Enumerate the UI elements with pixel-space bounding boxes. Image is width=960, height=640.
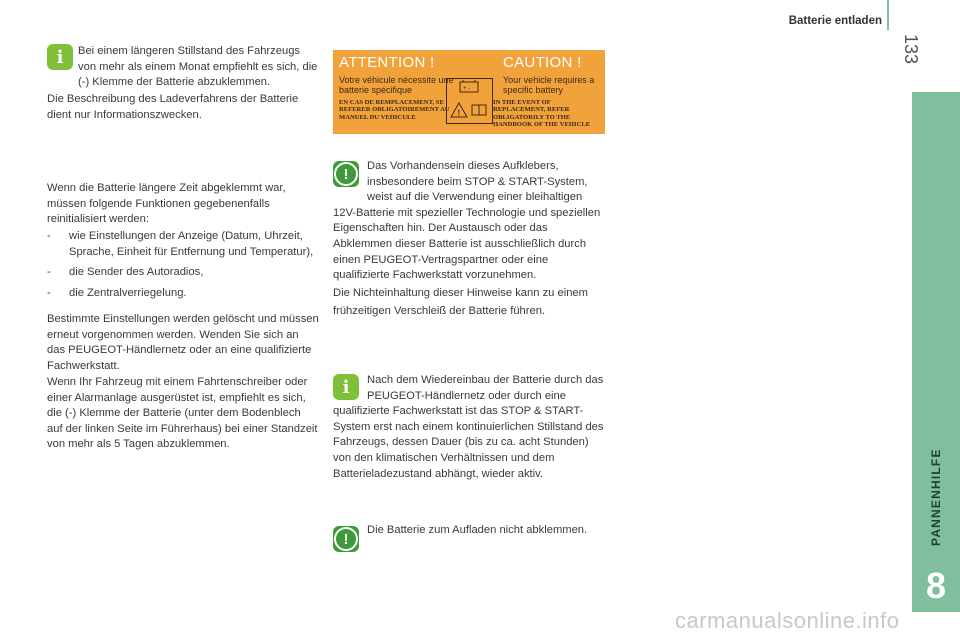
sticker-subtitle-en: Your vehicle requires a specific battery — [503, 75, 595, 95]
info-icon: i — [333, 374, 359, 400]
section-title: Batterie entladen — [788, 15, 882, 27]
chapter-tab — [912, 92, 960, 560]
reinstall-info-text — [333, 373, 605, 482]
chapter-tab-label: PANNENHILFE — [929, 448, 943, 546]
sticker-symbol-box — [446, 78, 493, 124]
warning-icon: ! — [333, 526, 359, 552]
sticker-title-en: CAUTION ! — [503, 54, 582, 71]
reinstall-info-body: Nach dem Wiedereinbau der Batterie durch das PEUGEOT-Händlernetz oder durch eine qualifizierte Fachwerkstatt ist das STOP & START-System erst nach einem kontinuierlichen Stillstand des Fahrzeugs, dessen Dauer (bis zu ca. acht Stunden) von den klimatischen Verhältnissen und dem Batterieladezustand abhängt, wieder aktiv. — [333, 374, 604, 480]
chapter-number-box — [912, 560, 960, 612]
header-divider — [887, 0, 889, 30]
watermark: carmanualsonline.info — [675, 608, 900, 633]
sticker-warning-text — [333, 159, 605, 284]
battery-warning-icon — [447, 79, 492, 123]
no-disconnect-warning: Die Batterie zum Aufladen nicht abklemmen. — [367, 524, 588, 536]
list-item: - die Sender des Autoradios, — [47, 265, 319, 281]
info-icon: i — [47, 44, 73, 70]
warning-icon: ! — [333, 161, 359, 187]
svg-text:!: ! — [457, 108, 461, 118]
chapter-number: 8 — [925, 565, 947, 606]
reinit-list — [47, 229, 319, 306]
sticker-warning-body: Das Vorhandensein dieses Aufklebers, insbesondere beim STOP & START-System, weist auf die Verwendung einer bleihaltigen 12V-Batterie mit spezieller Technologie und speziellen Eigenschaften hin. Der Austausch oder das Abklemmen dieser Batterie ist ausschließlich durch einen PEUGEOT-Vertragspartner oder eine qualifizierte Fachwerkstatt vorzunehmen. — [333, 160, 601, 282]
page-number: 133 — [901, 34, 921, 65]
sticker-subtitle-fr: Votre véhicule nécessite une batterie spécifique — [339, 75, 454, 95]
info-note: Bei einem längeren Stillstand des Fahrzeugs von mehr als einem Monat empfiehlt es sich, die (-) Klemme der Batterie abzuklemmen. — [78, 45, 318, 89]
list-item: - wie Einstellungen der Anzeige (Datum, Uhrzeit, Sprache, Einheit für Entfernung und Temperatur), — [47, 229, 319, 260]
battery-warning-sticker — [333, 50, 605, 134]
sticker-body-en: IN THE EVENT OF REPLACEMENT, REFER OBLIGATORILY TO THE HANDBOOK OF THE VEHICLE — [493, 99, 591, 129]
wear-paragraph: Die Nichteinhaltung dieser Hinweise kann zu einem frühzeitigen Verschleiß der Batterie führen. — [333, 287, 588, 317]
sticker-body-fr: EN CAS DE REMPLACEMENT, SE REFERER OBLIGATOIREMENT AU MANUEL DU VEHICULE — [339, 99, 450, 121]
sticker-title-fr: ATTENTION ! — [339, 54, 435, 71]
recorder-paragraph: Wenn Ihr Fahrzeug mit einem Fahrtenschreiber oder einer Alarmanlage ausgerüstet ist, empfiehlt es sich, die (-) Klemme der Batterie (unter dem Bodenblech auf der linken Seite im Führerhaus) bei einer Standzeit von mehr als 5 Tagen abzuklemmen. — [47, 376, 318, 451]
charge-paragraph: Die Beschreibung des Ladeverfahrens der Batterie dient nur Informationszwecken. — [47, 93, 299, 121]
settings-paragraph: Bestimmte Einstellungen werden gelöscht und müssen erneut vorgenommen werden. Wenden Sie sich an das PEUGEOT-Händlernetz oder an eine qualifizierte Fachwerkstatt. — [47, 313, 319, 372]
svg-text:+ -: + - — [463, 86, 471, 92]
list-item: - die Zentralverriegelung. — [47, 286, 319, 302]
reinit-paragraph: Wenn die Batterie längere Zeit abgeklemmt war, müssen folgende Funktionen gegebenenfalls reinitialisiert werden: — [47, 182, 286, 226]
